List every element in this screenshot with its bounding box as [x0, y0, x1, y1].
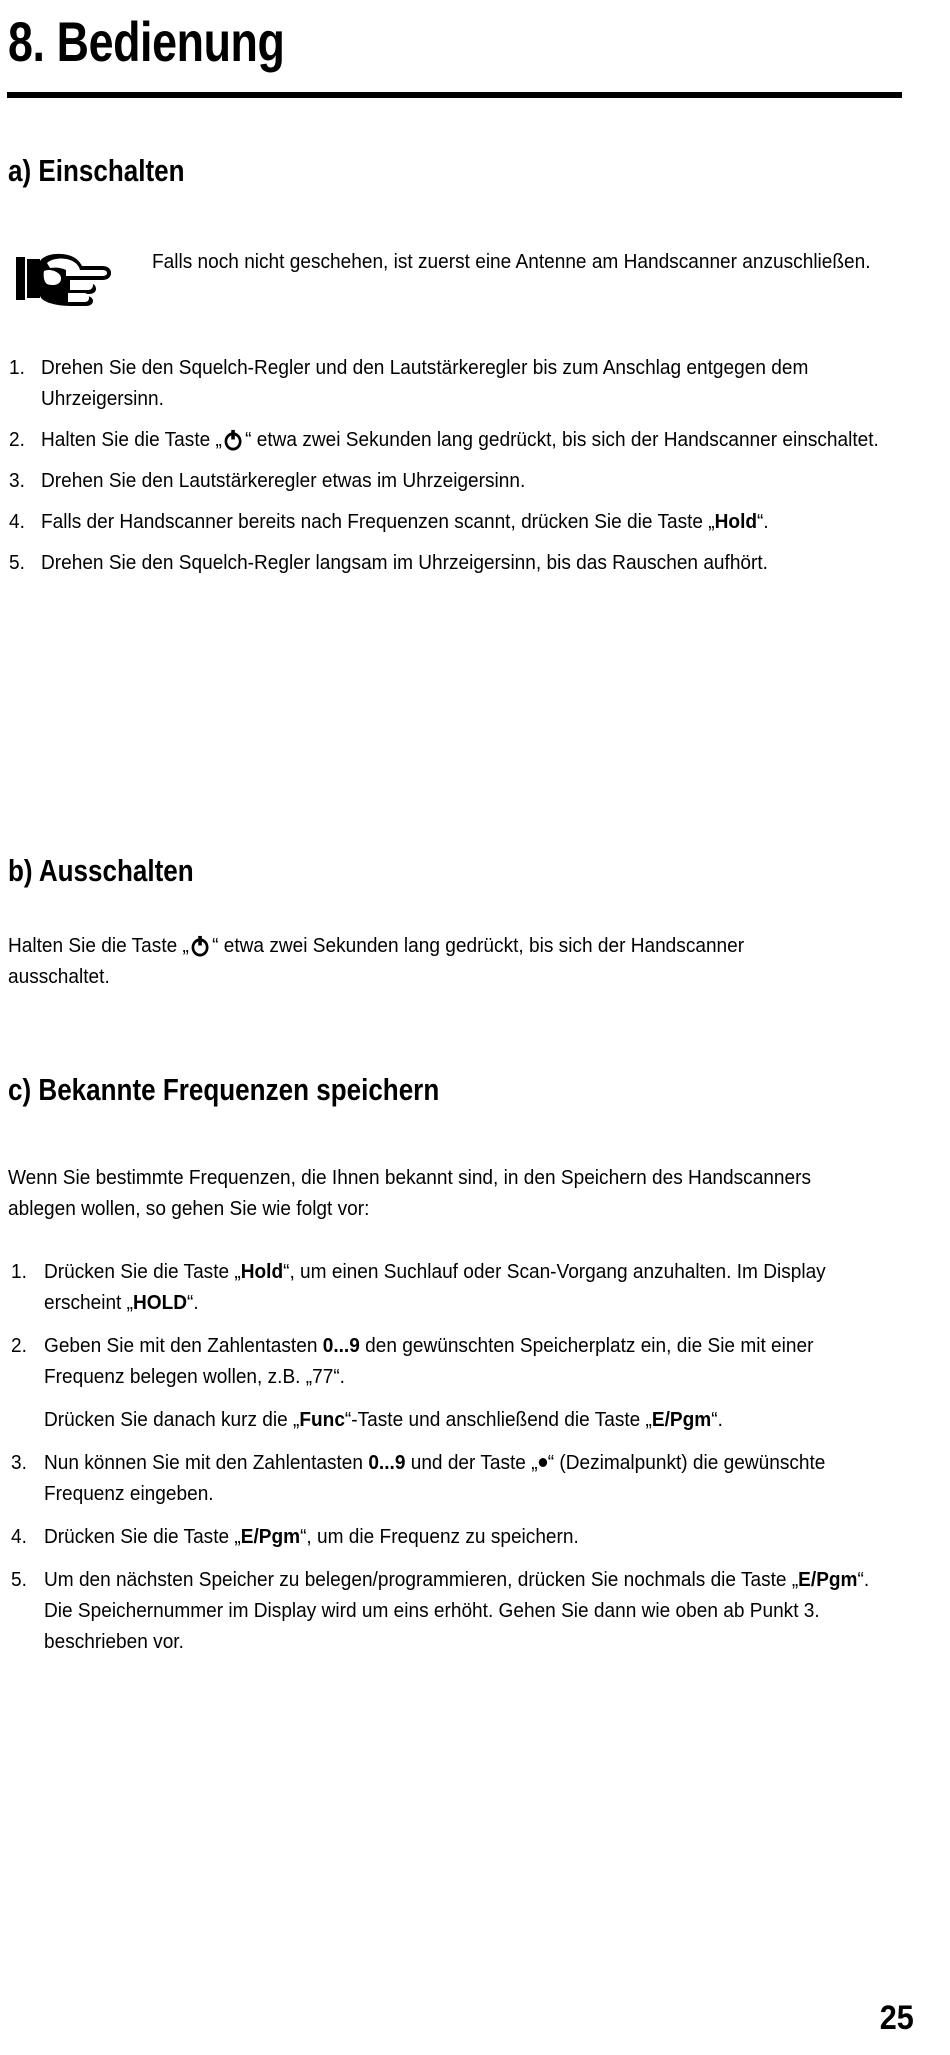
text-run: “, um einen Suchlauf oder Scan-Vorgang anzuhalten. Im Display erscheint „ [44, 1260, 826, 1314]
note-text: Falls noch nicht geschehen, ist zuerst eine Antenne am Handscanner anzuschließen. [152, 250, 871, 273]
list-item-text [44, 1521, 887, 1552]
list-item-text [41, 506, 886, 537]
list-item-number: 2. [9, 428, 25, 451]
ordered-list-a [0, 352, 950, 588]
text-run: Drehen Sie den Lautstärkeregler etwas im Uhrzeigersinn. [41, 469, 526, 492]
text-run: “, um die Frequenz zu speichern. [300, 1525, 579, 1548]
list-item-text [44, 1447, 887, 1509]
text-run: Halten Sie die Taste „ [8, 934, 189, 957]
list-item-text [44, 1256, 887, 1318]
list-item [0, 1447, 950, 1509]
list-item [0, 465, 950, 496]
list-item-text [44, 1564, 887, 1657]
text-run: Um den nächsten Speicher zu belegen/programmieren, drücken Sie nochmals die Taste „ [44, 1568, 799, 1591]
power-button-icon [223, 428, 244, 451]
text-run: “. [711, 1408, 723, 1431]
list-item [0, 424, 950, 455]
list-item-sub-paragraph [44, 1404, 861, 1435]
text-run: Drehen Sie den Squelch-Regler und den Lautstärkeregler bis zum Anschlag entgegen dem Uhrzeigersinn. [41, 356, 809, 410]
key-label-digits: 0...9 [368, 1451, 406, 1474]
text-run: Drücken Sie die Taste „ [44, 1525, 241, 1548]
list-item [0, 1330, 950, 1435]
pointing-hand-icon [14, 249, 112, 311]
title-rule-divider [7, 92, 902, 98]
key-label-digits: 0...9 [322, 1334, 360, 1357]
text-run: und der Taste „ [405, 1451, 538, 1474]
list-item [0, 1564, 950, 1657]
page-number: 25 [879, 1999, 914, 2037]
key-label-func: Func [299, 1408, 345, 1431]
list-item-number: 3. [9, 469, 25, 492]
list-item-text [44, 1330, 887, 1392]
text-run: “ etwa zwei Sekunden lang gedrückt, bis sich der Handscanner ausschaltet. [8, 934, 745, 988]
key-label-epgm: E/Pgm [240, 1525, 301, 1548]
list-item-number: 1. [11, 1260, 27, 1283]
section-b-paragraph [8, 930, 845, 992]
display-label-hold: HOLD [133, 1291, 188, 1314]
section-c-intro-paragraph: Wenn Sie bestimmte Frequenzen, die Ihnen bekannt sind, in den Speichern des Handscanners ablegen wollen, so gehen Sie wie folgt vor: [8, 1166, 811, 1220]
list-item [0, 1256, 950, 1318]
list-item-text [41, 424, 886, 455]
list-item-text [41, 352, 886, 414]
section-heading-a: a) Einschalten [8, 153, 185, 188]
key-label-epgm: E/Pgm [651, 1408, 712, 1431]
text-run: Falls der Handscanner bereits nach Frequenzen scannt, drücken Sie die Taste „ [41, 510, 715, 533]
text-run: Halten Sie die Taste „ [41, 428, 222, 451]
key-label-epgm: E/Pgm [798, 1568, 858, 1591]
list-item-number: 4. [11, 1525, 27, 1548]
list-item [0, 506, 950, 537]
list-item [0, 352, 950, 414]
list-item [0, 1521, 950, 1552]
text-run: “ etwa zwei Sekunden lang gedrückt, bis sich der Handscanner einschaltet. [245, 428, 879, 451]
ordered-list-c [0, 1256, 950, 1669]
section-heading-c: c) Bekannte Frequenzen speichern [8, 1072, 440, 1107]
list-item-text [41, 547, 886, 578]
text-run: Drücken Sie danach kurz die „ [44, 1408, 300, 1431]
power-button-icon [190, 934, 211, 957]
key-label-hold: Hold [714, 510, 758, 533]
text-run: “. [757, 510, 769, 533]
text-run: Nun können Sie mit den Zahlentasten [44, 1451, 369, 1474]
section-heading-b: b) Ausschalten [8, 853, 194, 888]
list-item [0, 547, 950, 578]
text-run: “. Die Speichernummer im Display wird um eins erhöht. Gehen Sie dann wie oben ab Punkt 3. beschrieben vor. [44, 1568, 870, 1653]
note-block [0, 245, 950, 325]
text-run: “-Taste und anschließend die Taste „ [344, 1408, 652, 1431]
list-item-number: 3. [11, 1451, 27, 1474]
text-run: Geben Sie mit den Zahlentasten [44, 1334, 323, 1357]
page-title: 8. Bedienung [8, 10, 285, 73]
decimal-point-key-icon [538, 1458, 546, 1467]
key-label-hold: Hold [240, 1260, 284, 1283]
list-item-number: 1. [9, 356, 25, 379]
list-item-number: 4. [9, 510, 25, 533]
list-item-text [41, 465, 886, 496]
text-run: “ (Dezimalpunkt) die gewünschte Frequenz eingeben. [44, 1451, 826, 1505]
list-item-number: 5. [11, 1568, 27, 1591]
text-run: Drücken Sie die Taste „ [44, 1260, 241, 1283]
text-run: Drehen Sie den Squelch-Regler langsam im Uhrzeigersinn, bis das Rauschen aufhört. [41, 551, 768, 574]
list-item-number: 2. [11, 1334, 27, 1357]
list-item-number: 5. [9, 551, 25, 574]
text-run: “. [187, 1291, 199, 1314]
text-run: den gewünschten Speicherplatz ein, die Sie mit einer Frequenz belegen wollen, z.B. „77“. [44, 1334, 814, 1388]
